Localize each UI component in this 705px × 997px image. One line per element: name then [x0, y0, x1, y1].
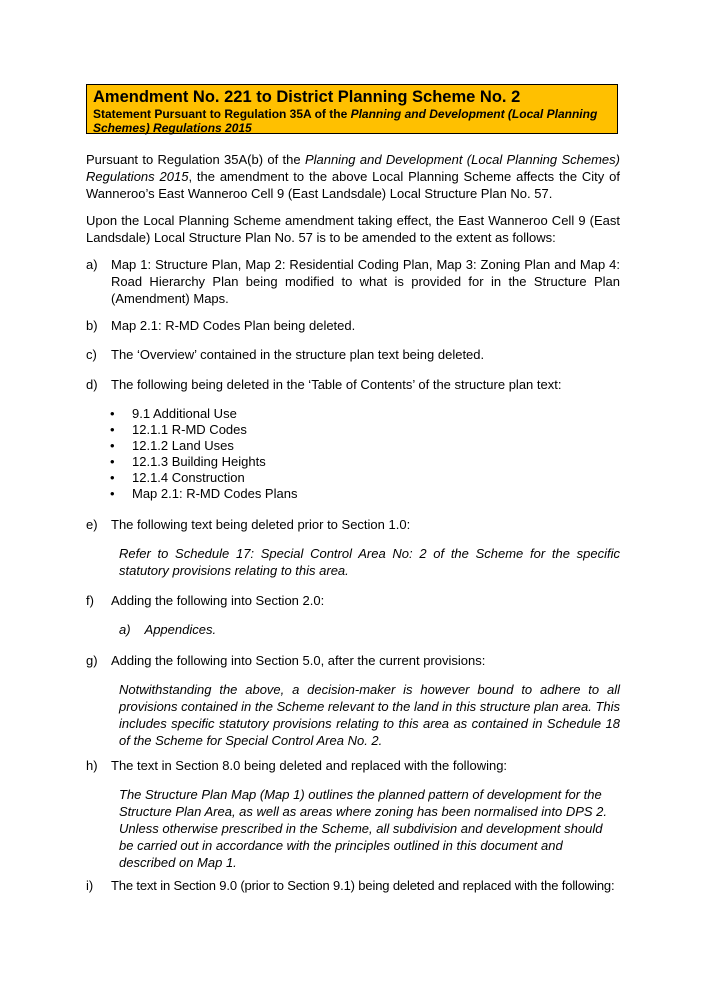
item-text: The text in Section 9.0 (prior to Section 9.1) being deleted and replaced with the following:: [111, 878, 615, 893]
item-label: g): [86, 653, 98, 668]
item-text: Map 1: Structure Plan, Map 2: Residential Coding Plan, Map 3: Zoning Plan and Map 4: Road Hierarchy Plan being modified to what is provided for in the Structure Plan (Amendment) Maps.: [111, 257, 620, 306]
item-text: The following being deleted in the ‘Table of Contents’ of the structure plan text:: [111, 377, 562, 392]
amendment-banner: [86, 84, 618, 134]
banner-subtitle-text: Statement Pursuant to Regulation 35A of the: [93, 107, 351, 121]
list-item: • Map 2.1: R-MD Codes Plans: [110, 486, 297, 502]
list-item: • 12.1.1 R-MD Codes: [110, 422, 297, 438]
intro-paragraph-2: Upon the Local Planning Scheme amendment taking effect, the East Wanneroo Cell 9 (East Landsdale) Local Structure Plan No. 57 is to be amended to the extent as follows:: [86, 213, 620, 245]
item-text: Map 2.1: R-MD Codes Plan being deleted.: [111, 318, 356, 333]
quote-f: a) Appendices.: [119, 622, 217, 637]
list-item: • 12.1.2 Land Uses: [110, 438, 297, 454]
item-label: e): [86, 517, 98, 532]
item-text: The following text being deleted prior to Section 1.0:: [111, 517, 411, 532]
intro-p1-pre: Pursuant to Regulation 35A(b) of the: [86, 152, 305, 167]
list-item: • 12.1.4 Construction: [110, 470, 297, 486]
item-label: b): [86, 318, 98, 333]
banner-title: Amendment No. 221 to District Planning Scheme No. 2: [93, 88, 521, 106]
intro-paragraph-1: [86, 151, 620, 202]
list-item: • 9.1 Additional Use: [110, 406, 297, 422]
quote-h: The Structure Plan Map (Map 1) outlines the planned pattern of development for the Structure Plan Area, as well as areas where zoning has been normalised into DPS 2. Unless otherwise prescribed in the Scheme, all subdivision and development should be carried out in accordance with the principles outlined in this document and described on Map 1.: [119, 787, 608, 870]
item-label: c): [86, 347, 97, 362]
list-item: • 12.1.3 Building Heights: [110, 454, 297, 470]
intro-p1-post: , the amendment to the above Local Planning Scheme affects the City of Wanneroo’s East Wanneroo Cell 9 (East Landsdale) Local Structure Plan No. 57.: [86, 169, 620, 201]
quote-e: Refer to Schedule 17: Special Control Area No: 2 of the Scheme for the specific statutory provisions relating to this area.: [119, 546, 620, 578]
item-text: Adding the following into Section 2.0:: [111, 593, 325, 608]
item-label: a): [86, 257, 98, 272]
intro-p1-italic: Planning and Development (Local Planning Schemes) Regulations 2015: [86, 152, 620, 184]
item-label: f): [86, 593, 94, 608]
item-label: h): [86, 758, 98, 773]
item-text: Adding the following into Section 5.0, after the current provisions:: [111, 653, 486, 668]
toc-deletions-list: [110, 406, 297, 502]
item-label: d): [86, 377, 98, 392]
item-text: The ‘Overview’ contained in the structure plan text being deleted.: [111, 347, 485, 362]
banner-subtitle-italic: Planning and Development (Local Planning Schemes) Regulations 2015: [93, 107, 598, 135]
quote-g: Notwithstanding the above, a decision-maker is however bound to adhere to all provisions contained in the Scheme relevant to the land in this structure plan area. This includes specific statutory provisions relating to this area as contained in Schedule 18 of the Scheme for Special Control Area No. 2.: [119, 682, 620, 748]
item-label: i): [86, 878, 94, 893]
item-text: The text in Section 8.0 being deleted and replaced with the following:: [111, 758, 508, 773]
banner-subtitle: [93, 107, 611, 135]
